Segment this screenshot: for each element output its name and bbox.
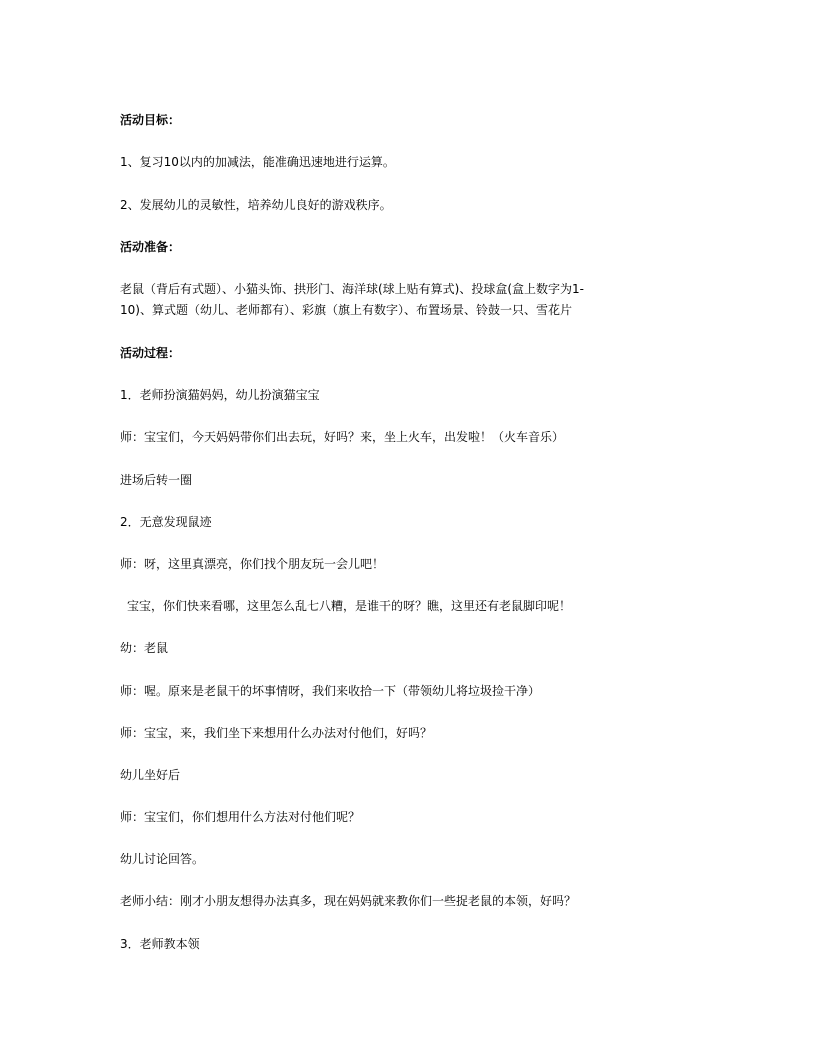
goal-item-2: 2、发展幼儿的灵敏性，培养幼儿良好的游戏秩序。 [120,198,392,212]
paragraph: 师：喔。原来是老鼠干的坏事情呀，我们来收拾一下（带领幼儿将垃圾捡干净） [120,684,541,698]
process-step-2: 2．无意发现鼠迹 [120,515,212,529]
preparation-line-1: 老鼠（背后有式题）、小猫头饰、拱形门、海洋球(球上贴有算式)、投球盒(盒上数字为1- [120,282,585,296]
heading-activity-goal: 活动目标： [120,113,181,127]
paragraph: 宝宝，你们快来看哪，这里怎么乱七八糟，是谁干的呀？瞧，这里还有老鼠脚印呢！ [127,599,572,613]
paragraph: 幼儿讨论回答。 [120,852,205,866]
paragraph: 师：宝宝们，今天妈妈带你们出去玩，好吗？来，坐上火车，出发啦！（火车音乐） [120,430,565,444]
process-step-1: 1．老师扮演猫妈妈，幼儿扮演猫宝宝 [120,388,320,402]
paragraph: 幼：老鼠 [120,641,169,655]
process-step-3: 3．老师教本领 [120,937,200,951]
heading-activity-preparation: 活动准备： [120,240,181,254]
paragraph: 进场后转一圈 [120,473,193,487]
paragraph: 老师小结：刚才小朋友想得办法真多，现在妈妈就来教你们一些捉老鼠的本领，好吗？ [120,894,577,908]
paragraph: 师：宝宝，来，我们坐下来想用什么办法对付他们，好吗？ [120,726,433,740]
paragraph: 师：宝宝们，你们想用什么方法对付他们呢？ [120,810,361,824]
preparation-line-2: 10)、算式题（幼儿、老师都有）、彩旗（旗上有数字）、布置场景、铃鼓一只、雪花片 [120,303,572,317]
paragraph: 幼儿坐好后 [120,768,181,782]
paragraph: 师：呀，这里真漂亮，你们找个朋友玩一会儿吧！ [120,557,385,571]
goal-item-1: 1、复习10以内的加减法，能准确迅速地进行运算。 [120,155,395,169]
heading-activity-process: 活动过程： [120,346,181,360]
